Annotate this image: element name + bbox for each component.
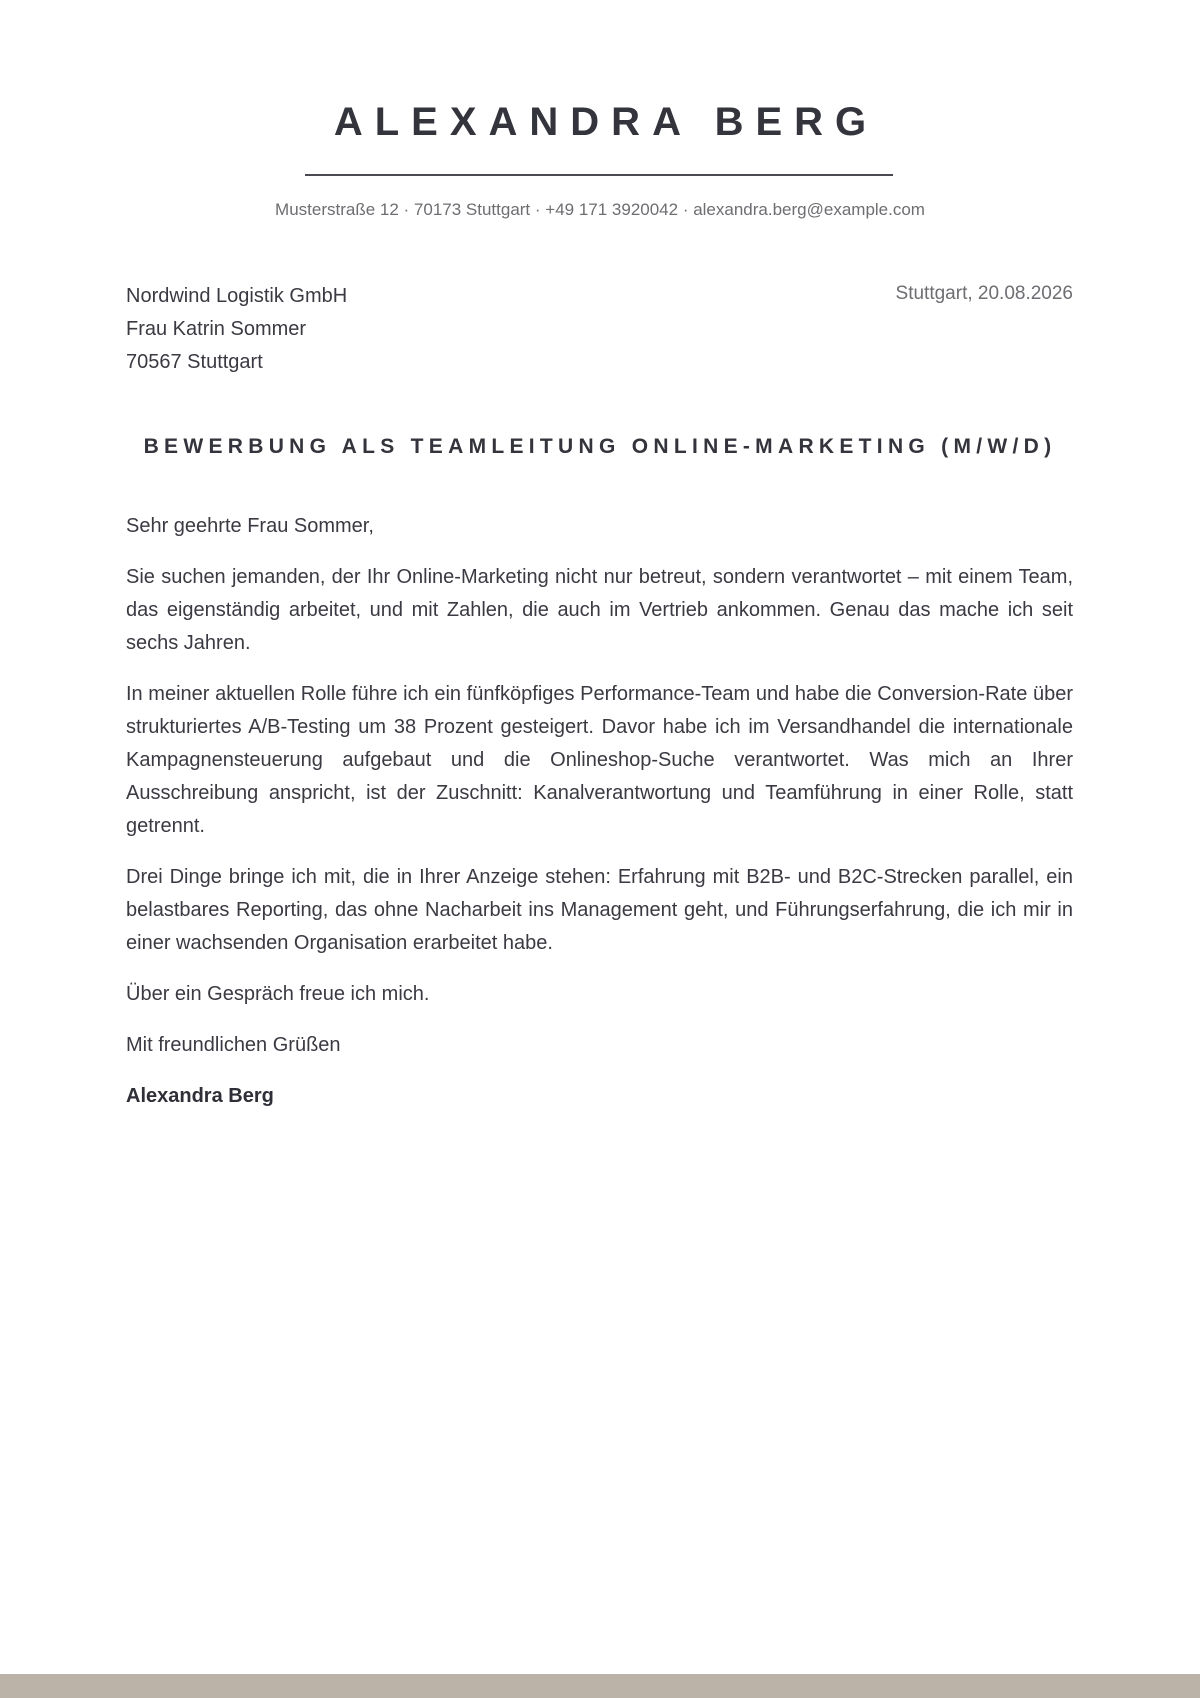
- recipient-city: 70567 Stuttgart: [126, 351, 263, 373]
- letter-date: Stuttgart, 20.08.2026: [895, 283, 1073, 304]
- header-divider: [305, 174, 893, 176]
- salutation: Sehr geehrte Frau Sommer,: [126, 515, 374, 537]
- footer-bar: [0, 1674, 1200, 1698]
- recipient-company: Nordwind Logistik GmbH: [126, 285, 348, 307]
- closing: Mit freundlichen Grüßen: [126, 1034, 341, 1056]
- sender-name: ALEXANDRA BERG: [333, 100, 879, 144]
- recipient-address: [126, 280, 347, 379]
- sender-contact: Musterstraße 12 · 70173 Stuttgart · +49 171 3920042 · alexandra.berg@example.com: [275, 200, 925, 219]
- recipient-person: Frau Katrin Sommer: [126, 318, 307, 340]
- body-paragraph-1: Sie suchen jemanden, der Ihr Online-Marketing nicht nur betreut, sondern verantwortet – mit einem Team, das eigenständig arbeitet, und mit Zahlen, die auch im Vertrieb ankommen. Genau das mache ich seit sechs Jahren.: [126, 566, 1073, 654]
- body-paragraph-2: In meiner aktuellen Rolle führe ich ein fünfköpfiges Performance-Team und habe die Conversion-Rate über strukturiertes A/B-Testing um 38 Prozent gesteigert. Davor habe ich im Versandhandel die internationale Kampagnensteuerung aufgebaut und die Onlineshop-Suche verantwortet. Was mich an Ihrer Ausschreibung anspricht, ist der Zuschnitt: Kanalverantwortung und Teamführung in einer Rolle, statt getrennt.: [126, 683, 1073, 837]
- letter-header: [0, 92, 1200, 219]
- letter-subject: BEWERBUNG ALS TEAMLEITUNG ONLINE-MARKETING (M/W/D): [143, 435, 1057, 458]
- signature: Alexandra Berg: [126, 1085, 274, 1107]
- body-paragraph-3: Drei Dinge bringe ich mit, die in Ihrer Anzeige stehen: Erfahrung mit B2B- und B2C-Strecken parallel, ein belastbares Reporting, das ohne Nacharbeit ins Management geht, und Führungserfahrung, die ich mir in einer wachsenden Organisation erarbeitet habe.: [126, 866, 1073, 954]
- body-paragraph-4: Über ein Gespräch freue ich mich.: [126, 983, 430, 1005]
- letter-body: [126, 510, 1073, 1131]
